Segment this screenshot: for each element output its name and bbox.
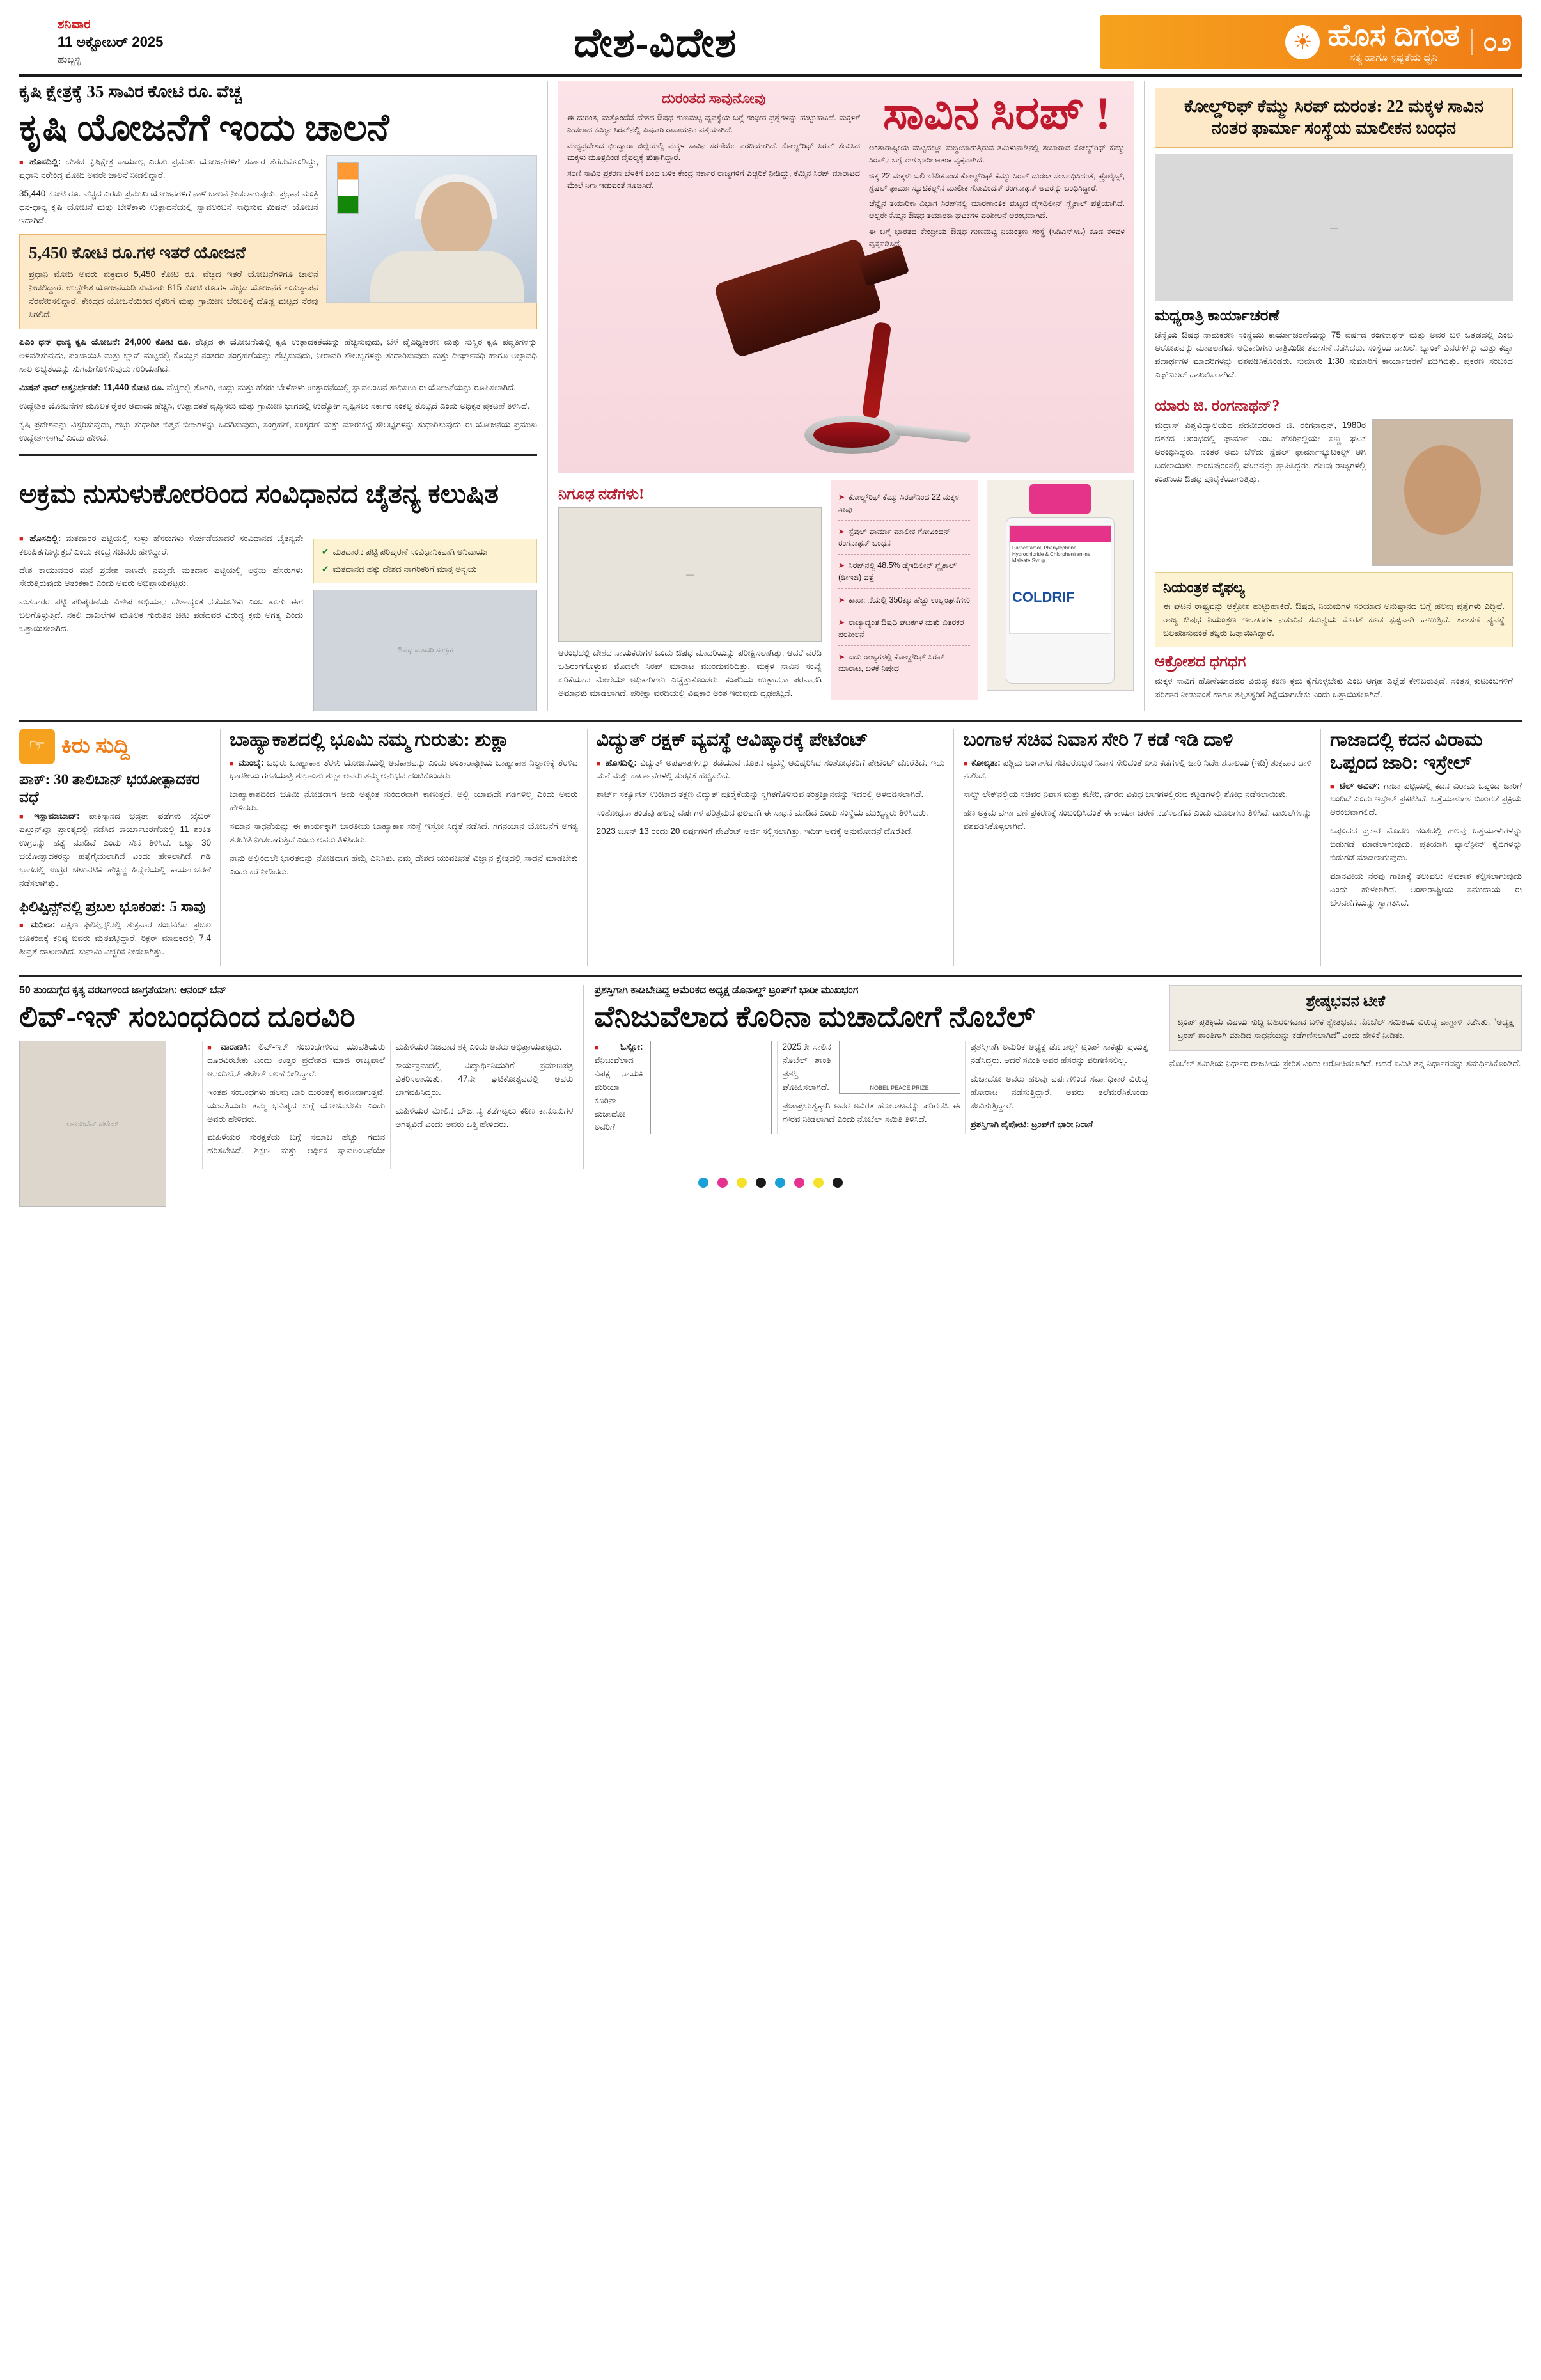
story-dateline: ಮುಂಬೈ: [238, 757, 264, 768]
key-point: ➤ ಕೋಲ್ಡ್‌ರಿಫ್ ಕೆಮ್ಮು ಸಿರಪ್‌ನಿಂದ 22 ಮಕ್ಕಳ ಸಾವು [838, 486, 970, 521]
spoon-shape [804, 416, 964, 454]
story-para: ಹಣ ಅಕ್ರಮ ವರ್ಗಾವಣೆ ಪ್ರಕರಣಕ್ಕೆ ಸಂಬಂಧಿಸಿದಂತೆ ಈ ಕಾರ್ಯಾಚರಣೆ ನಡೆಸಲಾಗಿದೆ ಎಂದು ಮೂಲಗಳು ತಿಳಿಸಿವೆ. ದಾಖಲೆಗಳನ್ನು ವಶಪಡಿಸಿಕೊಳ್ಳಲಾಗಿದೆ. [963, 808, 1312, 831]
bl-para: ಇಂತಹ ಸಂಬಂಧಗಳು ಹಲವು ಬಾರಿ ದುರಂತಕ್ಕೆ ಕಾರಣವಾಗುತ್ತವೆ. ಯುವತಿಯರು ತಮ್ಮ ಭವಿಷ್ಯದ ಬಗ್ಗೆ ಯೋಚಿಸಬೇಕು ಎಂದು ಅವರು ಹೇಳಿದರು. [207, 1087, 386, 1124]
constitution-para-0: ಮತದಾರರ ಪಟ್ಟಿಯಲ್ಲಿ ಸುಳ್ಳು ಹೆಸರುಗಳು ಸೇರ್ಪಡೆಯಾದರೆ ಸಂವಿಧಾನದ ಚೈತನ್ಯವೇ ಕಲುಷಿತಗೊಳ್ಳುತ್ತದೆ ಎಂದು ಕೇಂದ್ರ ಸಚಿವರು ಹೇಳಿದ್ದಾರೆ. [19, 533, 303, 556]
regulator-text: ಈ ಘಟನೆ ರಾಷ್ಟ್ರವನ್ನು ಆಕ್ರೋಶ ಹುಟ್ಟುಹಾಕಿದೆ. ಔಷಧ, ನಿಯಮಗಳ ಸರಿಯಾದ ಅನುಷ್ಠಾನದ ಬಗ್ಗೆ ಹಲವು ಪ್ರಶ್ನೆಗಳು ಎದ್ದಿವೆ. ರಾಜ್ಯ ಔಷಧ ನಿಯಂತ್ರಣ ಇಲಾಖೆಗಳ ನಡುವಿನ ಸಮನ್ವಯ ಕೊರತೆ ಕೂಡ ಸ್ಪಷ್ಟವಾಗಿ ಕಾಣುತ್ತಿದೆ. ತಪಾಸಣೆ ವ್ಯವಸ್ಥೆ ಬಲಪಡಿಸುವಂತೆ ತಜ್ಞರು ಒತ್ತಾಯಿಸಿದ್ದಾರೆ. [1163, 601, 1505, 638]
bm-para: ಮಚಾದೋ ಅವರು ಹಲವು ವರ್ಷಗಳಿಂದ ಸರ್ವಾಧಿಕಾರ ವಿರುದ್ಧ ಹೋರಾಟ ನಡೆಸುತ್ತಿದ್ದಾರೆ. ಅವರು ತಲೆಮರೆಸಿಕೊಂಡು ಜೀವಿಸುತ್ತಿದ್ದಾರೆ. [970, 1073, 1148, 1110]
bm-para: ಪ್ರಶಸ್ತಿಗಾಗಿ ಅಮೆರಿಕ ಅಧ್ಯಕ್ಷ ಡೊನಾಲ್ಡ್ ಟ್ರಂಪ್ ಸಾಕಷ್ಟು ಪ್ರಯತ್ನ ನಡೆಸಿದ್ದರು. ಆದರೆ ಸಮಿತಿ ಅವರ ಹೆಸರನ್ನು ಪರಿಗಣಿಸಲಿಲ್ಲ. [970, 1041, 1148, 1065]
anandiben-photo [19, 1041, 166, 1207]
publication-date: 11 ಅಕ್ಟೋಬರ್ 2025 [58, 34, 164, 50]
registration-marks [19, 1178, 1522, 1188]
reg-dot [833, 1178, 843, 1188]
story-gaza [1330, 729, 1522, 967]
constitution-side [313, 532, 537, 711]
story-head: ವಿದ್ಯುತ್ ರಕ್ಷಕ್ ವ್ಯವಸ್ಥೆ ಆವಿಷ್ಕಾರಕ್ಕೆ ಪೇಟೆಂಟ್ [596, 729, 868, 750]
pills-photo: — [558, 507, 822, 642]
outrage-head: ಆಕ್ರೋಶದ ಧಗಧಗ [1155, 653, 1246, 670]
feature-intro-2: ಸರಣಿ ಸಾವಿನ ಪ್ರಕರಣ ಬೆಳಕಿಗೆ ಬಂದ ಬಳಿಕ ಕೇಂದ್ರ ಸರ್ಕಾರ ರಾಜ್ಯಗಳಿಗೆ ಎಚ್ಚರಿಕೆ ನೀಡಿದ್ದು, ಕೆಮ್ಮಿನ ಸಿರಪ್ ಮಾರಾಟದ ಮೇಲೆ ನಿಗಾ ಇಡುವಂತೆ ಸೂಚಿಸಿದೆ. [567, 169, 860, 190]
brief-dateline: ಮನಿಲಾ: [31, 920, 56, 930]
bm-award-line: ಪ್ರಶಸ್ತಿಗಾಗಿ ಪೈಪೋಟಿ: ಟ್ರಂಪ್‌ಗೆ ಭಾರೀ ನಿರಾಸೆ [970, 1119, 1093, 1129]
who-head: ಯಾರು ಜಿ. ರಂಗನಾಥನ್? [1155, 398, 1280, 415]
story-patent [597, 729, 945, 967]
spoon-handle [893, 425, 971, 443]
brief-text: ಪಾಕಿಸ್ತಾನದ ಭದ್ರತಾ ಪಡೆಗಳು ಖೈಬರ್ ಪಖ್ತುನ್‌ಖ್ವಾ ಪ್ರಾಂತ್ಯದಲ್ಲಿ ನಡೆಸಿದ ಕಾರ್ಯಾಚರಣೆಯಲ್ಲಿ 11 ಶಂಕಿತ ಉಗ್ರರನ್ನು ಹತ್ಯೆ ಮಾಡಿವೆ ಎಂದು ಸೇನೆ ತಿಳಿಸಿದೆ. ಒಟ್ಟು 30 ಭಯೋತ್ಪಾದಕರನ್ನು ಹತ್ಯೆಗೈಯಲಾಗಿದೆ ಎಂದು ಹೇಳಲಾಗಿದೆ. ಗಡಿ ಭಾಗದಲ್ಲಿ ಉಗ್ರರ ಚಟುವಟಿಕೆ ಹೆಚ್ಚಿದ್ದ ಹಿನ್ನೆಲೆಯಲ್ಲಿ ಕಾರ್ಯಾಚರಣೆ ನಡೆಸಲಾಗಿತ್ತು. [19, 811, 211, 888]
story-para: ಪಶ್ಚಿಮ ಬಂಗಾಳದ ಸಚಿವರೊಬ್ಬರ ನಿವಾಸ ಸೇರಿದಂತೆ ಏಳು ಕಡೆಗಳಲ್ಲಿ ಜಾರಿ ನಿರ್ದೇಶನಾಲಯ (ಇಡಿ) ಶುಕ್ರವಾರ ದಾಳಿ ನಡೆಸಿದೆ. [963, 757, 1312, 781]
page-title: ದೇಶ-ವಿದೇಶ [574, 22, 737, 65]
label-band [1010, 526, 1111, 542]
story-shukla [230, 729, 578, 967]
key-point: ➤ ಕಾರ್ಖಾನೆಯಲ್ಲಿ 350ಕ್ಕೂ ಹೆಚ್ಚು ಉಲ್ಲಂಘನೆಗಳು [838, 589, 970, 611]
brand-logo [1100, 15, 1522, 69]
sub1-value: 24,000 ಕೋಟಿ ರೂ. [124, 337, 191, 347]
feature-right-col [869, 90, 1125, 249]
feature-title: ಸಾವಿನ ಸಿರಪ್ ! [883, 88, 1111, 139]
kiru-suddi-column [19, 729, 211, 967]
key-point: ➤ ರಾಜ್ಯಾದ್ಯಂತ ಔಷಧಿ ಘಟಕಗಳ ಮತ್ತು ವಿತರಕರ ಪರಿಶೀಲನೆ [838, 611, 970, 646]
sub1-text: ವೆಚ್ಚದ ಈ ಯೋಜನೆಯಲ್ಲಿ ಕೃಷಿ ಉತ್ಪಾದಕತೆಯನ್ನು ಹೆಚ್ಚಿಸುವುದು, ಬೆಳೆ ವೈವಿಧ್ಯೀಕರಣ ಮತ್ತು ಸುಸ್ಥಿರ ಕೃಷಿ ಪದ್ಧತಿಗಳನ್ನು ಅಳವಡಿಸುವುದು, ಪಂಚಾಯಿತಿ ಮತ್ತು ಬ್ಲಾಕ್ ಮಟ್ಟದಲ್ಲಿ ಕೊಯ್ಲಿನ ನಂತರದ ಸಂಗ್ರಹಣೆಯನ್ನು ಹೆಚ್ಚಿಸುವುದು, ನೀರಾವರಿ ಸೌಲಭ್ಯಗಳನ್ನು ಸುಧಾರಿಸುವುದು ಮತ್ತು ದೀರ್ಘಾವಧಿ ಹಾಗೂ ಅಲ್ಪಾವಧಿ ಸಾಲ ಲಭ್ಯತೆಯನ್ನು ಸುಗಮಗೊಳಿಸುವುದು ಗುರಿಯಾಗಿದೆ. [19, 337, 537, 374]
lead-headline: ಕೃಷಿ ಯೋಜನೆಗೆ ಇಂದು ಚಾಲನೆ [19, 106, 389, 148]
story-para: ಸಂಶೋಧನಾ ತಂಡವು ಹಲವು ವರ್ಷಗಳ ಪರಿಶ್ರಮದ ಫಲವಾಗಿ ಈ ಸಾಧನೆ ಮಾಡಿದೆ ಎಂದು ಸಂಸ್ಥೆಯ ಮುಖ್ಯಸ್ಥರು ತಿಳಿಸಿದರು. [596, 808, 928, 818]
story-whitehouse [1169, 985, 1522, 1169]
key-points-panel [831, 480, 978, 700]
brand-name: ಹೊಸ ದಿಗಂತ [1327, 19, 1460, 52]
divider [547, 81, 548, 711]
feature-intro-1: ಮಧ್ಯಪ್ರದೇಶದ ಛಿಂದ್ವಾರಾ ಜಿಲ್ಲೆಯಲ್ಲಿ ಮಕ್ಕಳ ಸಾವಿನ ಸರಣಿಯೇ ವರದಿಯಾಗಿದೆ. ಕೋಲ್ಡ್‌ರಿಫ್ ಸಿರಪ್ ಸೇವಿಸಿದ ಮಕ್ಕಳು ಮೂತ್ರಪಿಂಡ ವೈಫಲ್ಯಕ್ಕೆ ತುತ್ತಾಗಿದ್ದಾರೆ. [567, 141, 860, 162]
feature-right-3: ಈ ಬಗ್ಗೆ ಭಾರತದ ಕೇಂದ್ರೀಯ ಔಷಧ ಗುಣಮಟ್ಟ ನಿಯಂತ್ರಣ ಸಂಸ್ಥೆ (ಸಿಡಿಎಸ್‌ಸಿಒ) ಕೂಡ ಕಳವಳ ವ್ಯಕ್ತಪಡಿಸಿದೆ. [869, 226, 1125, 248]
lead-para-1: 35,440 ಕೋಟಿ ರೂ. ವೆಚ್ಚದ ಎರಡು ಪ್ರಮುಖ ಯೋಜನೆಗಳಿಗೆ ನಾಳೆ ಚಾಲನೆ ನೀಡಲಾಗುವುದು. ಪ್ರಧಾನ ಮಂತ್ರಿ ಧನ-ಧಾನ್ಯ ಕೃಷಿ ಯೋಜನೆ ಮತ್ತು ಬೇಳೆಕಾಳು ಉತ್ಪಾದನೆಯಲ್ಲಿ ಸ್ವಾವಲಂಬನೆ ಸಾಧಿಸುವ ಮಿಷನ್ ಯೋಜನೆ ಇದಾಗಿದೆ. [19, 189, 318, 226]
sub1-label: ಪಿಎಂ ಧನ್ ಧಾನ್ಯ ಕೃಷಿ ಯೋಜನೆ: [19, 337, 120, 347]
who-text: ಮದ್ರಾಸ್ ವಿಶ್ವವಿದ್ಯಾಲಯದ ಪದವೀಧರರಾದ ಜಿ. ರಂಗನಾಥನ್, 1980ರ ದಶಕದ ಆರಂಭದಲ್ಲಿ ಫಾರ್ಮಾ ಎಂಬ ಹೆಸರಿನಲ್ಲಿಯೇ ಸಣ್ಣ ಘಟಕ ಆರಂಭಿಸಿದ್ದರು. ನಂತರ ಅದು ಬೆಳೆದು ಸ್ಪೆಷಲ್ ಫಾರ್ಮಾಸ್ಯೂಟಿಕಲ್ಸ್ ಆಗಿ ಬದಲಾಯಿತು. ಕಾಂಚಿಪುರಂನಲ್ಲಿ ಘಟಕವನ್ನು ಸ್ಥಾಪಿಸಿದ್ದರು. ಹಲವು ರಾಜ್ಯಗಳಲ್ಲಿ ಕಂಪನಿಯ ಔಷಧ ಪೂರೈಕೆಯಾಗುತ್ತಿತ್ತು. [1155, 420, 1366, 484]
story-para: ಒಬ್ಬರು ಬಾಹ್ಯಾಕಾಶ ತೆರಳು ಯೋಜನೆಯಲ್ಲಿ ಅವಕಾಶವನ್ನು ಎಂದು ಅಂತಾರಾಷ್ಟ್ರೀಯ ಬಾಹ್ಯಾಕಾಶ ನಿಲ್ದಾಣಕ್ಕೆ ತೆರಳಿದ ಭಾರತೀಯ ಗಗನಯಾತ್ರಿ ಶುಭಾಂಶು ಶುಕ್ಲಾ ಅವರು ತಮ್ಮ ಅನುಭವ ಹಂಚಿಕೊಂಡರು. [230, 757, 578, 781]
story-para: ಶಾರ್ಟ್ ಸರ್ಕ್ಯೂಟ್ ಉಂಟಾದ ತಕ್ಷಣ ವಿದ್ಯುತ್ ಪೂರೈಕೆಯನ್ನು ಸ್ಥಗಿತಗೊಳಿಸುವ ತಂತ್ರಜ್ಞಾನವನ್ನು ಇದರಲ್ಲಿ ಅಳವಡಿಸಲಾಗಿದೆ. [596, 789, 924, 800]
top-right-box [1155, 88, 1513, 148]
divider [1144, 81, 1145, 711]
feature-right-2: ಚೆನ್ನೈನ ತಯಾರಿಕಾ ವಿಭಾಗ ಸಿರಪ್‌ನಲ್ಲಿ ಮಾರಣಾಂತಿಕ ಮಟ್ಟದ ಡೈಇಥಿಲೀನ್ ಗ್ಲೈಕಾಲ್ ಪತ್ತೆಯಾಗಿದೆ. ಆಲ್ಪರೇ ಕೆಮ್ಮಿನ ಔಷಧ ತಯಾರಿಕಾ ಘಟಕಗಳ ಪರಿಶೀಲನೆ ಆರಂಭವಾಗಿದೆ. [869, 199, 1125, 221]
story-para: 2023 ಜೂನ್ 13 ರಂದು 20 ವರ್ಷಗಳಿಗೆ ಪೇಟೆಂಟ್ ಅರ್ಜಿ ಸಲ್ಲಿಸಲಾಗಿತ್ತು. ಇದೀಗ ಅದಕ್ಕೆ ಅನುಮೋದನೆ ದೊರೆತಿದೆ. [596, 826, 914, 837]
story-head: ಗಾಜಾದಲ್ಲಿ ಕದನ ವಿರಾಮ ಒಪ್ಪಂದ ಜಾರಿ: ಇಸ್ರೇಲ್ [1330, 729, 1483, 773]
masthead [19, 15, 1522, 77]
midnight-text: ಚೆನ್ನೈಯ ಔಷಧ ನಾಮಕರಣ ಸಂಸ್ಥೆಯು ಕಾರ್ಯಾಚರಣೆಯನ್ನು 75 ವರ್ಷದ ರಂಗನಾಥನ್ ಮತ್ತು ಅವರ ಬಳಿ ಒತ್ತಡದಲ್ಲಿ ಎಂಬ ಆರೋಪವನ್ನು ಮಾಡಲಾಗಿದೆ. ಅಧಿಕಾರಿಗಳು ರಾತ್ರಿಯಿಡೀ ತಪಾಸಣೆ ನಡೆಸಿದರು. ಸಂಸ್ಥೆಯ ದಾಖಲೆ, ಬ್ಯಾಂಕ್ ವಿವರಗಳನ್ನು ಮತ್ತು ಕಚ್ಚಾ ಪದಾರ್ಥಗಳ ಮಾದರಿಗಳನ್ನು ವಶಪಡಿಸಿಕೊಂಡರು. ಸುಮಾರು 1:30 ಸುಮಾರಿಗೆ ಕಾರ್ಯಾಚರಣೆ ಮುಗಿದಿತ್ತು. ಪ್ರಕರಣ ಸಂಬಂಧ ಎಫ್‌ಐಆರ್ ದಾಖಲಿಸಲಾಗಿದೆ. [1155, 329, 1513, 380]
bl-para: ಲಿವ್-ಇನ್ ಸಂಬಂಧಗಳಿಂದ ಯುವತಿಯರು ದೂರವಿರಬೇಕು ಎಂದು ಉತ್ತರ ಪ್ರದೇಶದ ಮಾಜಿ ರಾಜ್ಯಪಾಲೆ ಆನಂದಿಬೆನ್ ಪಟೇಲ್ ಸಲಹೆ ನೀಡಿದ್ದಾರೆ. [207, 1041, 386, 1078]
bottle-shape [713, 238, 882, 358]
constitution-dateline: ಹೊಸದಿಲ್ಲಿ: [29, 533, 61, 543]
syrup-feature [558, 81, 1134, 473]
bottom-left-kicker: 50 ತುಂಡುಗ್ಗೆದ ಕೃತ್ಯ ವರದಿಗಳಿಂದ ಜಾಗ್ರತೆಯಾಗಿ: ಆನಂದ್ ಬೆನ್ [19, 985, 227, 997]
story-head: ಬಂಗಾಳ ಸಚಿವ ನಿವಾಸ ಸೇರಿ 7 ಕಡೆ ಇಡಿ ದಾಳಿ [963, 729, 1233, 750]
coldrif-product-photo [987, 480, 1134, 691]
regulator-head: ನಿಯಂತ್ರಕ ವೈಫಲ್ಯ [1163, 579, 1245, 596]
brand-tagline: ಸತ್ಯ ಹಾಗೂ ಸ್ಪಷ್ಟತೆಯ ಧ್ವನಿ [1349, 52, 1438, 63]
constitution-headline: ಅಕ್ರಮ ನುಸುಳುಕೋರರಿಂದ ಸಂವಿಧಾನದ ಚೈತನ್ಯ ಕಲುಷಿತ [19, 478, 499, 508]
brief-title: ಫಿಲಿಪ್ಪಿನ್ಸ್‌ನಲ್ಲಿ ಪ್ರಬಲ ಭೂಕಂಪ: 5 ಸಾವು [19, 898, 206, 915]
hand-pointing-icon: ☞ [19, 729, 55, 764]
outrage-text: ಮಕ್ಕಳ ಸಾವಿಗೆ ಹೊಣೆಯಾದವರ ವಿರುದ್ಧ ಕಠಿಣ ಕ್ರಮ ಕೈಗೊಳ್ಳಬೇಕು ಎಂಬ ಆಗ್ರಹ ಎಲ್ಲೆಡೆ ಕೇಳಿಬರುತ್ತಿದೆ. ಸಂತ್ರಸ್ತ ಕುಟುಂಬಗಳಿಗೆ ಪರಿಹಾರ ನೀಡುವಂತೆ ಹಾಗೂ ತಪ್ಪಿತಸ್ಥರಿಗೆ ಶಿಕ್ಷೆಯಾಗಬೇಕು ಎಂದು ಒತ್ತಾಯಿಸಲಾಗಿದೆ. [1155, 675, 1513, 699]
column-right [1155, 81, 1513, 711]
bottom-mid-body [594, 1041, 1148, 1134]
reg-dot [717, 1178, 728, 1188]
story-para: ಸಾಲ್ಟ್ ಲೇಕ್‌ನಲ್ಲಿಯ ಸಚಿವರ ನಿವಾಸ ಮತ್ತು ಕಚೇರಿ, ನಗರದ ವಿವಿಧ ಭಾಗಗಳಲ್ಲಿರುವ ಕಟ್ಟಡಗಳಲ್ಲಿ ಶೋಧ ನಡೆಸಲಾಯಿತು. [963, 789, 1288, 800]
story-para: ಗಾಜಾ ಪಟ್ಟಿಯಲ್ಲಿ ಕದನ ವಿರಾಮ ಒಪ್ಪಂದ ಜಾರಿಗೆ ಬಂದಿದೆ ಎಂದು ಇಸ್ರೇಲ್ ಪ್ರಕಟಿಸಿದೆ. ಒತ್ತೆಯಾಳುಗಳ ಬಿಡುಗಡೆ ಪ್ರಕ್ರಿಯೆ ಆರಂಭವಾಗಲಿದೆ. [1330, 780, 1522, 817]
masthead-left [19, 18, 211, 69]
column-feature [558, 81, 1134, 711]
story-ed-raid [963, 729, 1311, 967]
feature-right-text [869, 142, 1125, 249]
pm-photo [326, 155, 537, 303]
story-para: ಒಪ್ಪಂದದ ಪ್ರಕಾರ ಮೊದಲ ಹಂತದಲ್ಲಿ ಹಲವು ಒತ್ತೆಯಾಳುಗಳನ್ನು ಬಿಡುಗಡೆ ಮಾಡಲಾಗುವುದು. ಪ್ರತಿಯಾಗಿ ಪ್ಯಾಲೆಸ್ಟೀನ್ ಕೈದಿಗಳನ್ನು ಬಿಡುಗಡೆ ಮಾಡಲಾಗುವುದು. [1330, 826, 1522, 863]
story-dateline: ಕೋಲ್ಕತಾ: [971, 757, 1001, 768]
bm-para: ಪ್ರಜಾಪ್ರಭುತ್ವಕ್ಕಾಗಿ ಅವರ ಅವಿರತ ಹೋರಾಟವನ್ನು ಪರಿಗಣಿಸಿ ಈ ಗೌರವ ನೀಡಲಾಗಿದೆ ಎಂದು ನೊಬೆಲ್ ಸಮಿತಿ ತಿಳಿಸಿದೆ. [782, 1100, 960, 1124]
bottom-left-body [19, 1041, 573, 1169]
bottle-neck [857, 245, 909, 287]
medicine-sampling-photo [313, 590, 537, 711]
photo-torso [370, 251, 524, 302]
key-points-list [838, 486, 970, 679]
lead-tail: ಕೃಷಿ ಪ್ರದೇಶವನ್ನು ವಿಸ್ತರಿಸುವುದು, ಹೆಚ್ಚು ಸುಧಾರಿತ ಬಿತ್ತನೆ ಬೀಜಗಳನ್ನು ಒದಗಿಸುವುದು, ಸಂಗ್ರಹಣೆ, ಸಂಸ್ಕರಣೆ ಮತ್ತು ಮಾರುಕಟ್ಟೆ ಸೌಲಭ್ಯಗಳನ್ನು ಸುಧಾರಿಸುವುದು ಈ ಯೋಜನೆಯ ಪ್ರಮುಖ ಉದ್ದೇಶಗಳಾಗಿವೆ ಎಂದು ಹೇಳಿದೆ. [19, 420, 537, 443]
whitehouse-para-0: ಟ್ರಂಪ್ ಪ್ರತಿಕ್ರಿಯೆ ವಿಷಯ ಸುದ್ದಿ ಬಹಿರಂಗವಾದ ಬಳಿಕ ಶ್ವೇತಭವನ ನೊಬೆಲ್ ಸಮಿತಿಯ ವಿರುದ್ಧ ವಾಗ್ದಾಳಿ ನಡೆಸಿತು. "ಅಧ್ಯಕ್ಷ ಟ್ರಂಪ್ ಶಾಂತಿಗಾಗಿ ಮಾಡಿದ ಸಾಧನೆಯನ್ನು ಕಡೆಗಣಿಸಲಾಗಿದೆ" ಎಂದು ಹೇಳಿಕೆ ನೀಡಿತು. [1177, 1017, 1514, 1040]
publication-place: ಹುಬ್ಬಳ್ಳಿ [58, 54, 81, 65]
top-zone [19, 81, 1522, 711]
page-number: ೦೨ [1471, 29, 1512, 55]
feature-left-col [567, 90, 860, 249]
whitehouse-title: ಶ್ರೇಷ್ಠಭವನ ಟೀಕೆ [1306, 993, 1386, 1011]
brief-item [19, 898, 211, 959]
brief-dateline: ಇಸ್ಲಾಮಾಬಾದ್: [34, 811, 80, 821]
portrait-face [1404, 445, 1481, 535]
product-name: COLDRIF [1012, 589, 1075, 606]
kiru-suddi-header [19, 729, 211, 764]
reg-dot [698, 1178, 708, 1188]
constitution-callout: ✔ ಮತದಾರನ ಪಟ್ಟಿ ಪರಿಷ್ಕರಣೆ ಸಂವಿಧಾನಿಕವಾಗಿ ಅನಿವಾರ್ಯ ✔ ಮತದಾನದ ಹಕ್ಕು ದೇಶದ ನಾಗರಿಕರಿಗೆ ಮಾತ್ರ ಅನ್ವಯ [313, 539, 537, 583]
story-para: ನಾನು ಅಲ್ಲಿಂದಲೇ ಭಾರತವನ್ನು ನೋಡಿದಾಗ ಹೆಮ್ಮೆ ಎನಿಸಿತು. ನಮ್ಮ ದೇಶದ ಯುವಜನತೆ ವಿಜ್ಞಾನ ಕ್ಷೇತ್ರದಲ್ಲಿ ಸಾಧನೆ ಮಾಡಬೇಕು ಎಂದು ಕರೆ ನೀಡಿದರು. [230, 853, 578, 876]
feature-right-1: ಚಿಕ್ಕ 22 ಮಕ್ಕಳು ಬಲಿ ಬೇಡಿಕೊಂಡ ಕೋಲ್ಡ್‌ರಿಫ್ ಕೆಮ್ಮು ಸಿರಪ್ ದುರಂತ ಸಂಬಂಧಿಸಿದಂತೆ, ಪ್ರೊಲೈಟ್ಸ್, ಸ್ಪೆಷಲ್ ಫಾರ್ಮಾಸ್ಯೂಟಿಕಲ್ಸ್‌ನ ಮಾಲೀಕ ಗೋವಿಂದನ್ ರಂಗನಾಥನ್ ಅವರನ್ನು ಬಂಧಿಸಿದ್ದಾರೆ. [869, 171, 1125, 193]
brief-item [19, 771, 211, 890]
whitehouse-box [1169, 985, 1522, 1051]
pour-stream [862, 322, 892, 419]
lead-para-0: ದೇಶದ ಕೃಷಿಕ್ಷೇತ್ರ ಕಾಯಕಲ್ಪ ಎರಡು ಪ್ರಮುಖ ಯೋಜನೆಗಳಿಗೆ ಸರ್ಕಾರ ತೆರೆದುಕೊಂಡಿದ್ದು, ಪ್ರಧಾನಿ ನರೇಂದ್ರ ಮೋದಿ ಅವರೇ ಚಾಲನೆ ನೀಡಲಿದ್ದಾರೆ. [19, 157, 318, 180]
scheme-box-title: 5,450 ಕೋಟಿ ರೂ.ಗಳ ಇತರೆ ಯೋಜನೆ [29, 243, 246, 263]
bm-para: ವೆನಿಜುವೆಲಾದ ವಿಪಕ್ಷ ನಾಯಕಿ ಮರಿಯಾ ಕೊರಿನಾ ಮಚಾದೋ ಅವರಿಗೆ 2025ನೇ ಸಾಲಿನ ನೊಬೆಲ್ ಶಾಂತಿ ಪ್ರಶಸ್ತಿ ಘೋಷಿಸಲಾಗಿದೆ. [594, 1041, 831, 1132]
product-sub: Paracetamol, Phenylephrine Hydrochloride & Chlorpheniramine Maleate Syrup [1012, 545, 1091, 563]
key-point: ➤ ಐದು ರಾಜ್ಯಗಳಲ್ಲಿ ಕೋಲ್ಡ್‌ರಿಫ್ ಸಿರಪ್ ಮಾರಾಟ, ಬಳಕೆ ನಿಷೇಧ [838, 646, 970, 680]
story-para: ಮಾನವೀಯ ನೆರವು ಗಾಜಾಕ್ಕೆ ತಲುಪಲು ಅವಕಾಶ ಕಲ್ಪಿಸಲಾಗುವುದು ಎಂದು ಹೇಳಲಾಗಿದೆ. ಅಂತಾರಾಷ್ಟ್ರೀಯ ಸಮುದಾಯ ಈ ಬೆಳವಣಿಗೆಯನ್ನು ಸ್ವಾಗತಿಸಿದೆ. [1330, 871, 1522, 908]
scheme-box-text: ಪ್ರಧಾನಿ ಮೋದಿ ಅವರು ಶುಕ್ರವಾರ 5,450 ಕೋಟಿ ರೂ. ವೆಚ್ಚದ ಇತರೆ ಯೋಜನೆಗಳಿಗೂ ಚಾಲನೆ ನೀಡಲಿದ್ದಾರೆ. ಉದ್ದೇಶಿತ ಯೋಜನೆಯಡಿ ಸುಮಾರು 815 ಕೋಟಿ ರೂ.ಗಳ ವೆಚ್ಚದ ಯೋಜನೆಗೆ ಶಂಕುಸ್ಥಾಪನೆ ನೆರವೇರಿಸಲಿದ್ದಾರೆ. ಕೇಂದ್ರದ ಯೋಜನೆಯಿಂದ ರೈತರಿಗೆ ಮತ್ತು ಗ್ರಾಮೀಣ ಬೆಂಬಲಕ್ಕೆ ದೊಡ್ಡ ಮಟ್ಟದ ನೆರವು ಸಿಗಲಿದೆ. [29, 269, 318, 319]
lead-para-2: ಉದ್ದೇಶಿತ ಯೋಜನೆಗಳ ಮೂಲಕ ರೈತರ ಆದಾಯ ಹೆಚ್ಚಿಸಿ, ಉತ್ಪಾದಕತೆ ವೃದ್ಧಿಸಲು ಮತ್ತು ಗ್ರಾಮೀಣ ಭಾಗದಲ್ಲಿ ಉದ್ಯೋಗ ಸೃಷ್ಟಿಸಲು ಸರ್ಕಾರ ಸಂಕಲ್ಪ ತೊಟ್ಟಿದೆ ಎಂದು ಅಧಿಕೃತ ಪ್ರಕಟಣೆ ತಿಳಿಸಿದೆ. [19, 401, 529, 411]
regulator-box [1155, 572, 1513, 647]
story-para: ಬಾಹ್ಯಾಕಾಶದಿಂದ ಭೂಮಿ ನೋಡಿದಾಗ ಅದು ಅತ್ಯಂತ ಸುಂದರವಾಗಿ ಕಾಣುತ್ತದೆ. ಅಲ್ಲಿ ಯಾವುದೇ ಗಡಿಗಳಿಲ್ಲ ಎಂದು ಅವರು ಹೇಳಿದರು. [230, 789, 578, 813]
briefs-strip [19, 729, 1522, 967]
bottom-mid-kicker: ಪ್ರಶಸ್ತಿಗಾಗಿ ಕಾಡಿಬೇಡಿದ್ದ ಅಮೆರಿಕದ ಅಧ್ಯಕ್ಷ ಡೊನಾಲ್ಡ್ ಟ್ರಂಪ್‌ಗೆ ಭಾರೀ ಮುಖಭಂಗ [594, 985, 859, 997]
sketch-caption: NOBEL PEACE PRIZE [870, 1084, 929, 1091]
whitehouse-para-1: ನೊಬೆಲ್ ಸಮಿತಿಯ ನಿರ್ಧಾರ ರಾಜಕೀಯ ಪ್ರೇರಿತ ಎಂದು ಆರೋಪಿಸಲಾಗಿದೆ. ಆದರೆ ಸಮಿತಿ ತನ್ನ ನಿರ್ಧಾರವನ್ನು ಸಮರ್ಥಿಸಿಕೊಂಡಿದೆ. [1169, 1058, 1521, 1068]
brief-title: ಪಾಕ್: 30 ತಾಲಿಬಾನ್ ಭಯೋತ್ಪಾದಕರ ವಧೆ [19, 771, 200, 806]
callout-1: ಮತದಾನದ ಹಕ್ಕು ದೇಶದ ನಾಗರಿಕರಿಗೆ ಮಾತ್ರ ಅನ್ವಯ [332, 563, 477, 574]
mystery-text: ಆರಂಭದಲ್ಲಿ ದೇಶದ ನಾಯಕರುಗಳ ಒಂದು ಔಷಧ ಮಾದರಿಯನ್ನು ಪರೀಕ್ಷಿಸಲಾಗಿತ್ತು. ಆದರೆ ವರದಿ ಬಹಿರಂಗಗೊಳ್ಳುವ ಮೊದಲೇ ಸಿರಪ್ ಮಾರಾಟ ಮುಂದುವರಿದಿತ್ತು. ಮಕ್ಕಳ ಸಾವಿನ ಸಂಖ್ಯೆ ಏರಿಕೆಯಾದ ಮೇಲೆಯೇ ಅಧಿಕಾರಿಗಳು ಎಚ್ಚೆತ್ತುಕೊಂಡರು. ಕಂಪನಿಯ ಉತ್ಪಾದನಾ ಪರವಾನಗಿ ಅಮಾನತು ಮಾಡಲಾಗಿದೆ. ಪರೀಕ್ಷಾ ವರದಿಯಲ್ಲಿ ವಿಷಕಾರಿ ಅಂಶ ಇರುವುದು ದೃಢಪಟ್ಟಿದೆ. [558, 648, 822, 698]
anandiben-caption: ಆನಂದಿಬೆನ್ ಪಟೇಲ್ [66, 1119, 119, 1128]
ranganathan-photo [1372, 419, 1513, 566]
brief-text: ದಕ್ಷಿಣ ಫಿಲಿಪ್ಪಿನ್ಸ್‌ನಲ್ಲಿ ಶುಕ್ರವಾರ ಸಂಭವಿಸಿದ ಪ್ರಬಲ ಭೂಕಂಪಕ್ಕೆ ಕನಿಷ್ಠ ಐವರು ಮೃತಪಟ್ಟಿದ್ದಾರೆ. ರಿಕ್ಟರ್ ಮಾಪಕದಲ್ಲಿ 7.4 ತೀವ್ರತೆ ದಾಖಲಾಗಿದೆ. ಸುನಾಮಿ ಎಚ್ಚರಿಕೆ ನೀಡಲಾಗಿತ್ತು. [19, 920, 211, 957]
column-left [19, 81, 537, 711]
kiru-suddi-title: ಕಿರು ಸುದ್ದಿ [61, 734, 130, 758]
bl-para: ಮಹಿಳೆಯರ ಸುರಕ್ಷತೆಯ ಬಗ್ಗೆ ಸಮಾಜ ಹೆಚ್ಚು ಗಮನ ಹರಿಸಬೇಕಿದೆ. ಶಿಕ್ಷಣ ಮತ್ತು ಆರ್ಥಿಕ ಸ್ವಾವಲಂಬನೆಯೇ ಮಹಿಳೆಯರ ನಿಜವಾದ ಶಕ್ತಿ ಎಂದು ಅವರು ಅಭಿಪ್ರಾಯಪಟ್ಟರು. [207, 1041, 562, 1156]
reg-dot [813, 1178, 824, 1188]
section-title-wrap [211, 21, 1100, 69]
sun-icon: ☀ [1285, 25, 1320, 59]
syrup-illustration [708, 253, 983, 464]
story-para: ಸಮಾನ ಸಾಧನೆಯನ್ನು ಈ ಕಾರ್ಯಕ್ಕಾಗಿ ಭಾರತೀಯ ಬಾಹ್ಯಾಕಾಶ ಸಂಸ್ಥೆ ಇಸ್ರೋ ಸಿದ್ಧತೆ ನಡೆಸಿದೆ. ಗಗನಯಾನ ಯೋಜನೆಗೆ ಅಗತ್ಯ ತರಬೇತಿ ನೀಡಲಾಗುತ್ತಿದೆ ಎಂದು ಅವರು ತಿಳಿಸಿದರು. [230, 821, 578, 845]
feature-eyebrow: ದುರಂತದ ಸಾವುನೋವು [661, 90, 766, 106]
story-head: ಬಾಹ್ಯಾಕಾಶದಲ್ಲಿ ಭೂಮಿ ನಮ್ಮ ಗುರುತು: ಶುಕ್ಲಾ [230, 729, 510, 750]
sub2-label: ಮಿಷನ್ ಫಾರ್ ಆತ್ಮನಿರ್ಭರತೆ: [19, 382, 101, 393]
top-box-title: ಕೋಲ್ಡ್‌ರಿಫ್ ಕೆಮ್ಮು ಸಿರಪ್ ದುರಂತ: 22 ಮಕ್ಕಳ ಸಾವಿನ ನಂತರ ಫಾರ್ಮಾ ಸಂಸ್ಥೆಯ ಮಾಲೀಕನ ಬಂಧನ [1184, 97, 1484, 138]
lead-dateline: ಹೊಸದಿಲ್ಲಿ: [29, 157, 61, 167]
constitution-para-2: ಮತದಾರರ ಪಟ್ಟಿ ಪರಿಷ್ಕರಣೆಯ ವಿಶೇಷ ಅಭಿಯಾನ ದೇಶಾದ್ಯಂತ ನಡೆಯಬೇಕು ಎಂಬ ಕೂಗು ಈಗ ಬಲಗೊಳ್ಳುತ್ತಿದೆ. ನಕಲಿ ದಾಖಲೆಗಳ ಮೂಲಕ ಗುರುತಿನ ಚೀಟಿ ಪಡೆದವರ ವಿರುದ್ಧ ಕ್ರಮ ಅಗತ್ಯ ಎಂದು ಒತ್ತಾಯಿಸಲಾಗಿದೆ. [19, 597, 303, 634]
photo-head [421, 182, 492, 258]
callout-0: ಮತದಾರನ ಪಟ್ಟಿ ಪರಿಷ್ಕರಣೆ ಸಂವಿಧಾನಿಕವಾಗಿ ಅನಿವಾರ್ಯ [332, 546, 490, 556]
feature-intro-0: ಈ ದುರಂತ, ಮತ್ತೊಂದೆಡೆ ದೇಶದ ಔಷಧ ಗುಣಮಟ್ಟ ವ್ಯವಸ್ಥೆಯ ಬಗ್ಗೆ ಗಂಭೀರ ಪ್ರಶ್ನೆಗಳನ್ನು ಹುಟ್ಟುಹಾಕಿದೆ. ಮಕ್ಕಳಿಗೆ ನೀಡಲಾದ ಕೆಮ್ಮಿನ ಸಿರಪ್‌ನಲ್ಲಿ ವಿಷಕಾರಿ ರಾಸಾಯನಿಕ ಪತ್ತೆಯಾಗಿದೆ. [567, 113, 860, 134]
sub2-value: 11,440 ಕೋಟಿ ರೂ. [103, 382, 164, 393]
mystery-block [558, 480, 822, 700]
sub2-text: ವೆಚ್ಚದಲ್ಲಿ ತೊಗರಿ, ಉದ್ದು ಮತ್ತು ಹೆಸರು ಬೇಳೆಕಾಳು ಉತ್ಪಾದನೆಯಲ್ಲಿ ಸ್ವಾವಲಂಬನೆ ಸಾಧಿಸಲು ಈ ಯೋಜನೆಯನ್ನು ರೂಪಿಸಲಾಗಿದೆ. [166, 382, 517, 393]
reg-dot [775, 1178, 785, 1188]
bm-dateline: ಓಸ್ಲೋ: [620, 1041, 643, 1052]
bottom-left-head: ಲಿವ್-ಇನ್ ಸಂಬಂಧದಿಂದ ದೂರವಿರಿ [19, 1000, 356, 1034]
bottom-zone [19, 985, 1522, 1169]
bl-dateline: ವಾರಾಣಸಿ: [221, 1041, 251, 1052]
bottom-mid-head: ವೆನಿಜುವೆಲಾದ ಕೊರಿನಾ ಮಚಾದೋಗೆ ನೊಬೆಲ್ [594, 1000, 1035, 1034]
feature-intro [567, 112, 860, 192]
story-dateline: ಹೊಸದಿಲ್ಲಿ: [605, 757, 637, 768]
warehouse-photo: — [1155, 154, 1513, 301]
product-label [1009, 525, 1111, 634]
medicine-photo-caption: ಔಷಧ ಮಾದರಿ ಸಂಗ್ರಹ [397, 645, 453, 654]
midnight-head: ಮಧ್ಯರಾತ್ರಿ ಕಾರ್ಯಾಚರಣೆ [1155, 307, 1279, 324]
lead-kicker: ಕೃಷಿ ಕ್ಷೇತ್ರಕ್ಕೆ 35 ಸಾವಿರ ಕೋಟಿ ರೂ. ವೆಚ್ಚ [19, 82, 242, 101]
bottle-cap [1029, 484, 1091, 514]
product-block [987, 480, 1134, 700]
constitution-body-left [19, 532, 303, 711]
feature-right-0: ಅಂತಾರಾಷ್ಟ್ರೀಯ ಮಟ್ಟದಲ್ಲೂ ಸುದ್ದಿಯಾಗುತ್ತಿರುವ ತಮಿಳುನಾಡಿನಲ್ಲಿ ತಯಾರಾದ ಕೋಲ್ಡ್‌ರಿಫ್ ಕೆಮ್ಮು ಸಿರಪ್‌ನ ಬಗ್ಗೆ ಈಗ ಭಾರೀ ಆತಂಕ ವ್ಯಕ್ತವಾಗಿದೆ. [869, 143, 1125, 165]
reg-dot [756, 1178, 766, 1188]
key-point: ➤ ಸಿರಪ್‌ನಲ್ಲಿ 48.5% ಡೈಇಥಿಲೀನ್ ಗ್ಲೈಕಾಲ್ (ಡೀಇಜಿ) ಪತ್ತೆ [838, 555, 970, 589]
constitution-para-1: ದೇಶ ಕಾಯುವವರ ಮನೆ ಪ್ರವೇಶ ಕಾಣದೇ ನಮ್ಮದೇ ಮತದಾರ ಪಟ್ಟಿಯಲ್ಲಿ ಅಕ್ರಮ ಹೆಸರುಗಳು ಸೇರುತ್ತಿರುವುದು ಆತಂಕಕಾರಿ ಎಂದು ಅವರು ಅಭಿಪ್ರಾಯಪಟ್ಟರು. [19, 565, 303, 588]
bl-para: ಕಾರ್ಯಕ್ರಮದಲ್ಲಿ ವಿದ್ಯಾರ್ಥಿನಿಯರಿಗೆ ಪ್ರಮಾಣಪತ್ರ ವಿತರಿಸಲಾಯಿತು. 47ನೇ ಘಟಿಕೋತ್ಸವದಲ್ಲಿ ಅವರು ಭಾಗವಹಿಸಿದ್ದರು. [395, 1060, 574, 1097]
reg-dot [794, 1178, 804, 1188]
bl-para: ಮಹಿಳೆಯರ ಮೇಲಿನ ದೌರ್ಜನ್ಯ ತಡೆಗಟ್ಟಲು ಕಠಿಣ ಕಾನೂನುಗಳ ಅಗತ್ಯವಿದೆ ಎಂದು ಅವರು ಒತ್ತಿ ಹೇಳಿದರು. [395, 1105, 574, 1129]
story-para: ವಿದ್ಯುತ್ ಅಪಘಾತಗಳನ್ನು ತಡೆಯುವ ನೂತನ ವ್ಯವಸ್ಥೆ ಆವಿಷ್ಕರಿಸಿದ ಸಂಶೋಧಕರಿಗೆ ಪೇಟೆಂಟ್ ದೊರೆತಿದೆ. ಇದು ಮನೆ ಮತ್ತು ಕಾರ್ಖಾನೆಗಳಲ್ಲಿ ಸುರಕ್ಷತೆ ಹೆಚ್ಚಿಸಲಿದೆ. [596, 757, 945, 781]
mystery-head: ನಿಗೂಢ ನಡೆಗಳು! [558, 486, 645, 503]
reg-dot [737, 1178, 747, 1188]
story-dateline: ಟೆಲ್ ಅವಿವ್: [1339, 780, 1381, 791]
story-nobel [594, 985, 1148, 1169]
key-point: ➤ ಸ್ಪೆಷಲ್ ಫಾರ್ಮಾ ಮಾಲೀಕ ಗೋವಿಂದನ್ ರಂಗನಾಥನ್ ಬಂಧನ [838, 521, 970, 555]
flag-icon [337, 162, 359, 214]
publication-day: ಶನಿವಾರ [58, 18, 91, 31]
story-livein [19, 985, 573, 1169]
